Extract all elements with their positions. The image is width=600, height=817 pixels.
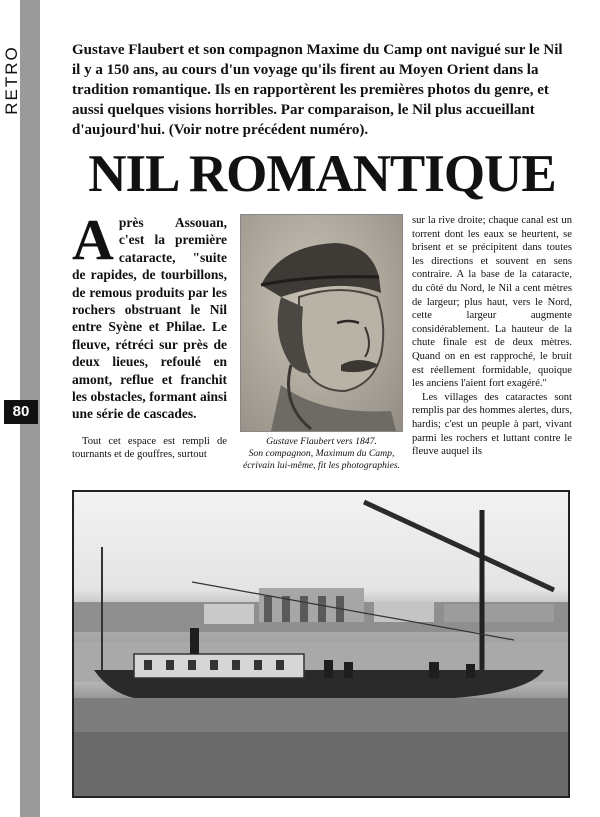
nile-boat-scene-icon [74, 492, 568, 796]
section-label [2, 20, 22, 140]
drop-cap: A [72, 207, 114, 272]
photo-caption [240, 436, 403, 472]
body-paragraph: sur la rive droite; chaque canal est un torrent dont les eaux se heurtent, se brisent et se précipitent dans toutes les directions et souvent en sens contraire. A la base de la cataracte, du côté du Nord, le Nil a cent mètres de largeur; plus haut, vers le Nord, cette largeur augmente considérablement. La hauteur de la chute finale est de deux mètres. Quand on en est rapproché, le bruit est réellement formidable, quoique les anciens l'aient fort exagéré." [412, 215, 572, 390]
nile-boat-photograph [72, 490, 570, 798]
caption-line-1: Gustave Flaubert vers 1847. [266, 436, 377, 447]
lead-text: près Assouan, c'est la première cataracte, "suite de rapides, de tourbillons, de remous produits par les rochers obstruant le Nil entre Syène et Philae. Le fleuve, rétréci sur près de deux lieues, refoulé en amont, reflue et franchit les obstacles, formant ainsi une série de cascades. [72, 215, 227, 422]
section-label-text: RETRO [2, 45, 21, 115]
article-column-3 [412, 214, 572, 459]
body-paragraph: Les villages des cataractes sont remplis par des hommes alertes, durs, hardis; c'est un peuple à part, vivant parmi les rochers et luttant contre le fleuve auquel ils [412, 391, 572, 458]
article-title: NIL ROMANTIQUE [88, 145, 556, 203]
intro-paragraph: Gustave Flaubert et son compagnon Maxime du Camp ont navigué sur le Nil il y a 150 ans, au cours d'un voyage qu'ils firent au Moyen Orient dans la tradition romantique. Ils en rapportèrent les premières photos du genre, et aussi quelques visions horribles. Par comparaison, le Nil plus accueillant d'aujourd'hui. (Voir notre précédent numéro). [72, 42, 563, 138]
portrait-sketch-icon [241, 215, 402, 431]
lead-paragraph [72, 207, 227, 423]
flaubert-portrait-image [240, 214, 403, 432]
page-number: 80 [4, 400, 38, 424]
body-paragraph: Tout cet espace est rempli de tournants et de gouffres, surtout [72, 435, 227, 461]
article-column-1 [72, 207, 227, 462]
caption-line-2: Son compagnon, Maximum du Camp, écrivain lui-même, fit les photographies. [242, 448, 401, 471]
